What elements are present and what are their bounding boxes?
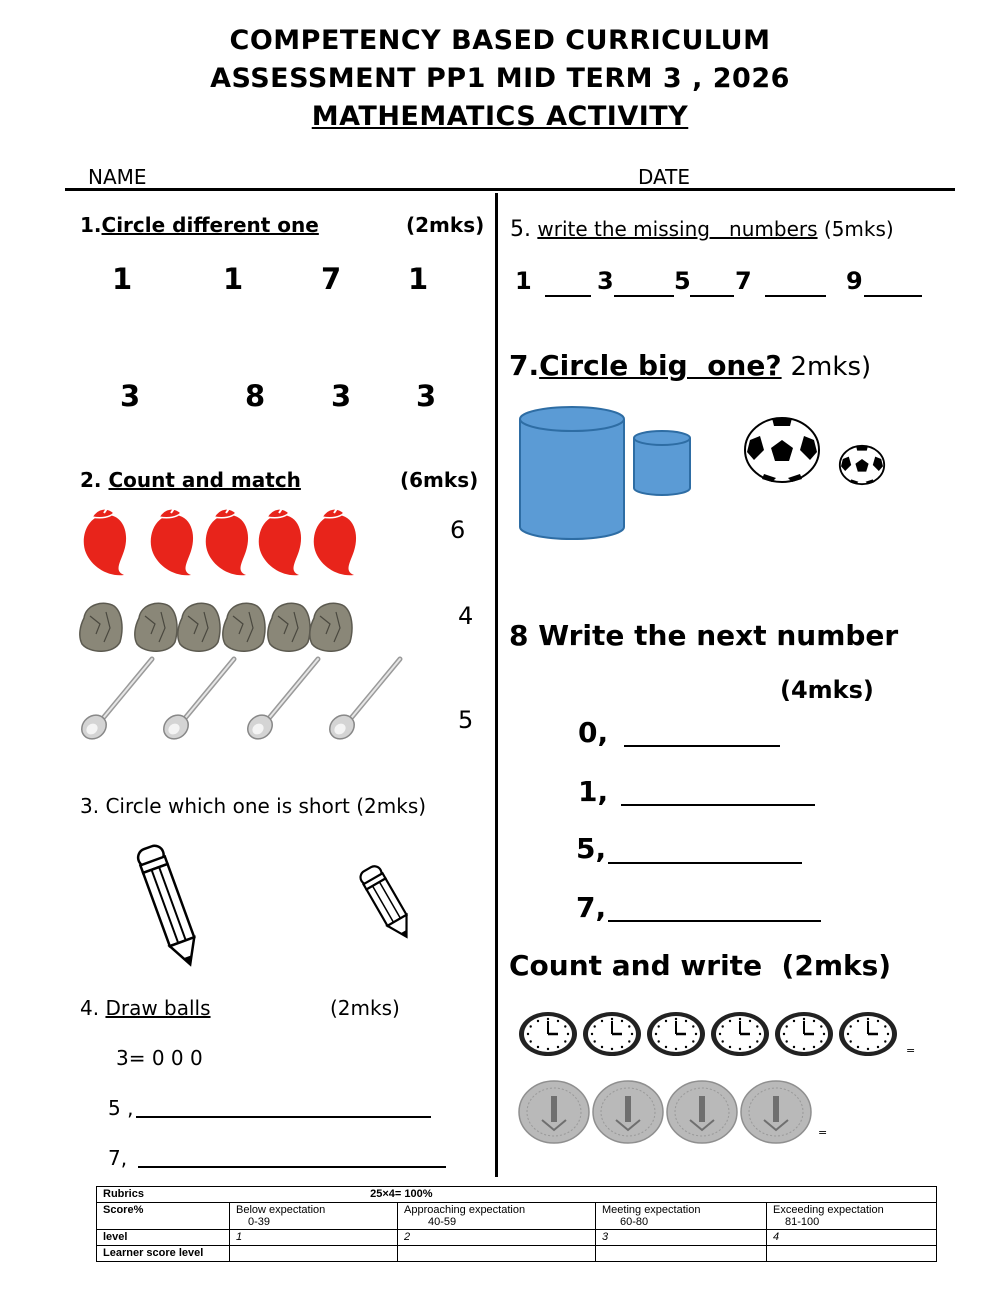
q5-heading <box>510 217 894 242</box>
small-football[interactable] <box>838 444 886 486</box>
rubrics-title: Rubrics <box>103 1188 144 1200</box>
q4-marks: (2mks) <box>330 996 400 1020</box>
q4-heading <box>80 996 211 1020</box>
rubric-column <box>230 1203 398 1230</box>
q8-item-label: 1, <box>578 775 609 808</box>
level-value: 4 <box>767 1230 937 1246</box>
q1-number-item[interactable]: 3 <box>120 379 141 413</box>
spoon-icon <box>77 659 152 744</box>
short-pencil[interactable] <box>352 860 422 946</box>
answer-line[interactable] <box>624 745 780 747</box>
q7-number: 7. <box>509 349 540 382</box>
q1-number-item[interactable]: 3 <box>331 379 352 413</box>
spoon-icon <box>325 659 400 744</box>
q5-seq-number: 3 <box>597 267 614 295</box>
q1-number-item[interactable]: 1 <box>112 262 133 296</box>
clock-row <box>518 1010 908 1060</box>
q4-title: Draw balls <box>105 996 211 1020</box>
q1-number-item[interactable]: 1 <box>408 262 429 296</box>
answer-line[interactable] <box>621 804 815 806</box>
clock-icon <box>711 1012 769 1056</box>
coin-equals: = <box>818 1126 828 1139</box>
q5-seq-number: 5 <box>674 267 691 295</box>
learner-score-label: Learner score level <box>97 1246 230 1262</box>
stone-icon <box>80 603 122 651</box>
answer-line[interactable] <box>138 1166 446 1168</box>
name-label: NAME <box>88 165 147 189</box>
blank-line[interactable] <box>545 295 591 297</box>
answer-line[interactable] <box>608 920 821 922</box>
level-value: 1 <box>230 1230 398 1246</box>
long-pencil[interactable] <box>132 840 207 972</box>
stone-icon <box>178 603 220 651</box>
column-divider <box>495 193 498 1177</box>
learner-score-cell[interactable] <box>398 1246 596 1262</box>
q5-seq-number: 9 <box>846 267 863 295</box>
spoon-row <box>78 655 418 745</box>
q4-example: 3= 0 0 0 <box>116 1046 203 1070</box>
answer-line[interactable] <box>608 862 802 864</box>
learner-score-cell[interactable] <box>767 1246 937 1262</box>
q7-title: Circle big one? <box>539 349 782 382</box>
clock-equals: = <box>906 1044 916 1057</box>
coin-icon <box>741 1081 811 1143</box>
big-cylinder[interactable] <box>518 405 628 540</box>
coin-icon <box>667 1081 737 1143</box>
level-value: 2 <box>398 1230 596 1246</box>
stone-icon <box>310 603 352 651</box>
learner-score-cell[interactable] <box>230 1246 398 1262</box>
mango-icon <box>151 507 193 575</box>
q1-number-item[interactable]: 1 <box>223 262 244 296</box>
mango-icon <box>84 507 126 575</box>
stone-icon <box>135 603 177 651</box>
rubric-column <box>767 1203 937 1230</box>
mango-row <box>78 505 368 580</box>
clock-icon <box>775 1012 833 1056</box>
count-write-title: Count and write (2mks) <box>509 949 892 982</box>
q2-number: 2. <box>80 468 102 492</box>
rubric-name: Meeting expectation <box>602 1204 701 1216</box>
blank-line[interactable] <box>690 295 734 297</box>
q8-item-label: 5, <box>576 832 607 865</box>
rubric-column <box>398 1203 596 1230</box>
q7-heading <box>509 349 871 382</box>
rubric-name: Below expectation <box>236 1204 326 1216</box>
q7-marks: 2mks) <box>790 352 872 382</box>
q2-heading <box>80 468 301 492</box>
coin-icon <box>519 1081 589 1143</box>
rubrics-table <box>96 1186 937 1262</box>
q2-marks: (6mks) <box>400 468 479 492</box>
header-line-2: ASSESSMENT PP1 MID TERM 3 , 2026 <box>210 63 790 94</box>
q2-title: Count and match <box>108 468 301 492</box>
q8-item-label: 0, <box>578 716 609 749</box>
q2-match-number[interactable]: 6 <box>450 516 466 544</box>
q5-seq-number: 7 <box>735 267 752 295</box>
learner-score-cell[interactable] <box>596 1246 767 1262</box>
q1-heading <box>80 213 319 237</box>
q2-match-number[interactable]: 5 <box>458 706 474 734</box>
q5-marks: (5mks) <box>823 217 894 241</box>
q3-title: 3. Circle which one is short (2mks) <box>80 794 427 818</box>
rubric-range: 81-100 <box>785 1216 820 1228</box>
level-value: 3 <box>596 1230 767 1246</box>
date-label: DATE <box>638 165 691 189</box>
q1-number-item[interactable]: 8 <box>245 379 266 413</box>
q1-title: Circle different one <box>101 213 319 237</box>
rubric-name: Exceeding expectation <box>773 1204 884 1216</box>
blank-line[interactable] <box>614 295 674 297</box>
q4-item-label: 5 , <box>108 1096 134 1120</box>
q1-marks: (2mks) <box>406 213 485 237</box>
score-label: Score% <box>97 1203 230 1230</box>
big-football[interactable] <box>742 416 822 484</box>
mango-icon <box>314 507 356 575</box>
clock-icon <box>519 1012 577 1056</box>
clock-icon <box>583 1012 641 1056</box>
rubric-range: 40-59 <box>428 1216 457 1228</box>
rubric-range: 0-39 <box>248 1216 271 1228</box>
q5-title: write the missing numbers <box>537 217 818 241</box>
q4-number: 4. <box>80 996 100 1020</box>
q4-item-label: 7, <box>108 1146 128 1170</box>
answer-line[interactable] <box>136 1116 431 1118</box>
q2-match-number[interactable]: 4 <box>458 602 474 630</box>
stone-icon <box>223 603 265 651</box>
q5-seq-number: 1 <box>515 267 532 295</box>
rubric-name: Approaching expectation <box>404 1204 526 1216</box>
q8-marks: (4mks) <box>780 676 874 704</box>
clock-icon <box>647 1012 705 1056</box>
name-date-line[interactable] <box>65 188 955 191</box>
blank-line[interactable] <box>864 295 922 297</box>
q8-title: 8 Write the next number <box>509 619 899 652</box>
q1-number-item[interactable]: 7 <box>321 262 342 296</box>
q1-number-item[interactable]: 3 <box>416 379 437 413</box>
coin-row <box>518 1080 818 1146</box>
q1-number: 1. <box>80 213 102 237</box>
q8-item-label: 7, <box>576 891 607 924</box>
spoon-icon <box>159 659 234 744</box>
coin-icon <box>593 1081 663 1143</box>
blank-line[interactable] <box>765 295 826 297</box>
level-label: level <box>97 1230 230 1246</box>
header-line-3: MATHEMATICS ACTIVITY <box>311 101 689 132</box>
mango-icon <box>206 507 248 575</box>
mango-icon <box>259 507 301 575</box>
small-cylinder[interactable] <box>632 430 692 498</box>
rubrics-formula: 25×4= 100% <box>370 1188 433 1200</box>
q5-number: 5. <box>510 217 531 242</box>
rubrics-title-cell <box>97 1187 937 1203</box>
spoon-icon <box>243 659 318 744</box>
rubric-column <box>596 1203 767 1230</box>
rubric-range: 60-80 <box>620 1216 649 1228</box>
header-line-1: COMPETENCY BASED CURRICULUM <box>229 25 771 56</box>
clock-icon <box>839 1012 897 1056</box>
stone-icon <box>268 603 310 651</box>
stone-row <box>78 598 358 656</box>
